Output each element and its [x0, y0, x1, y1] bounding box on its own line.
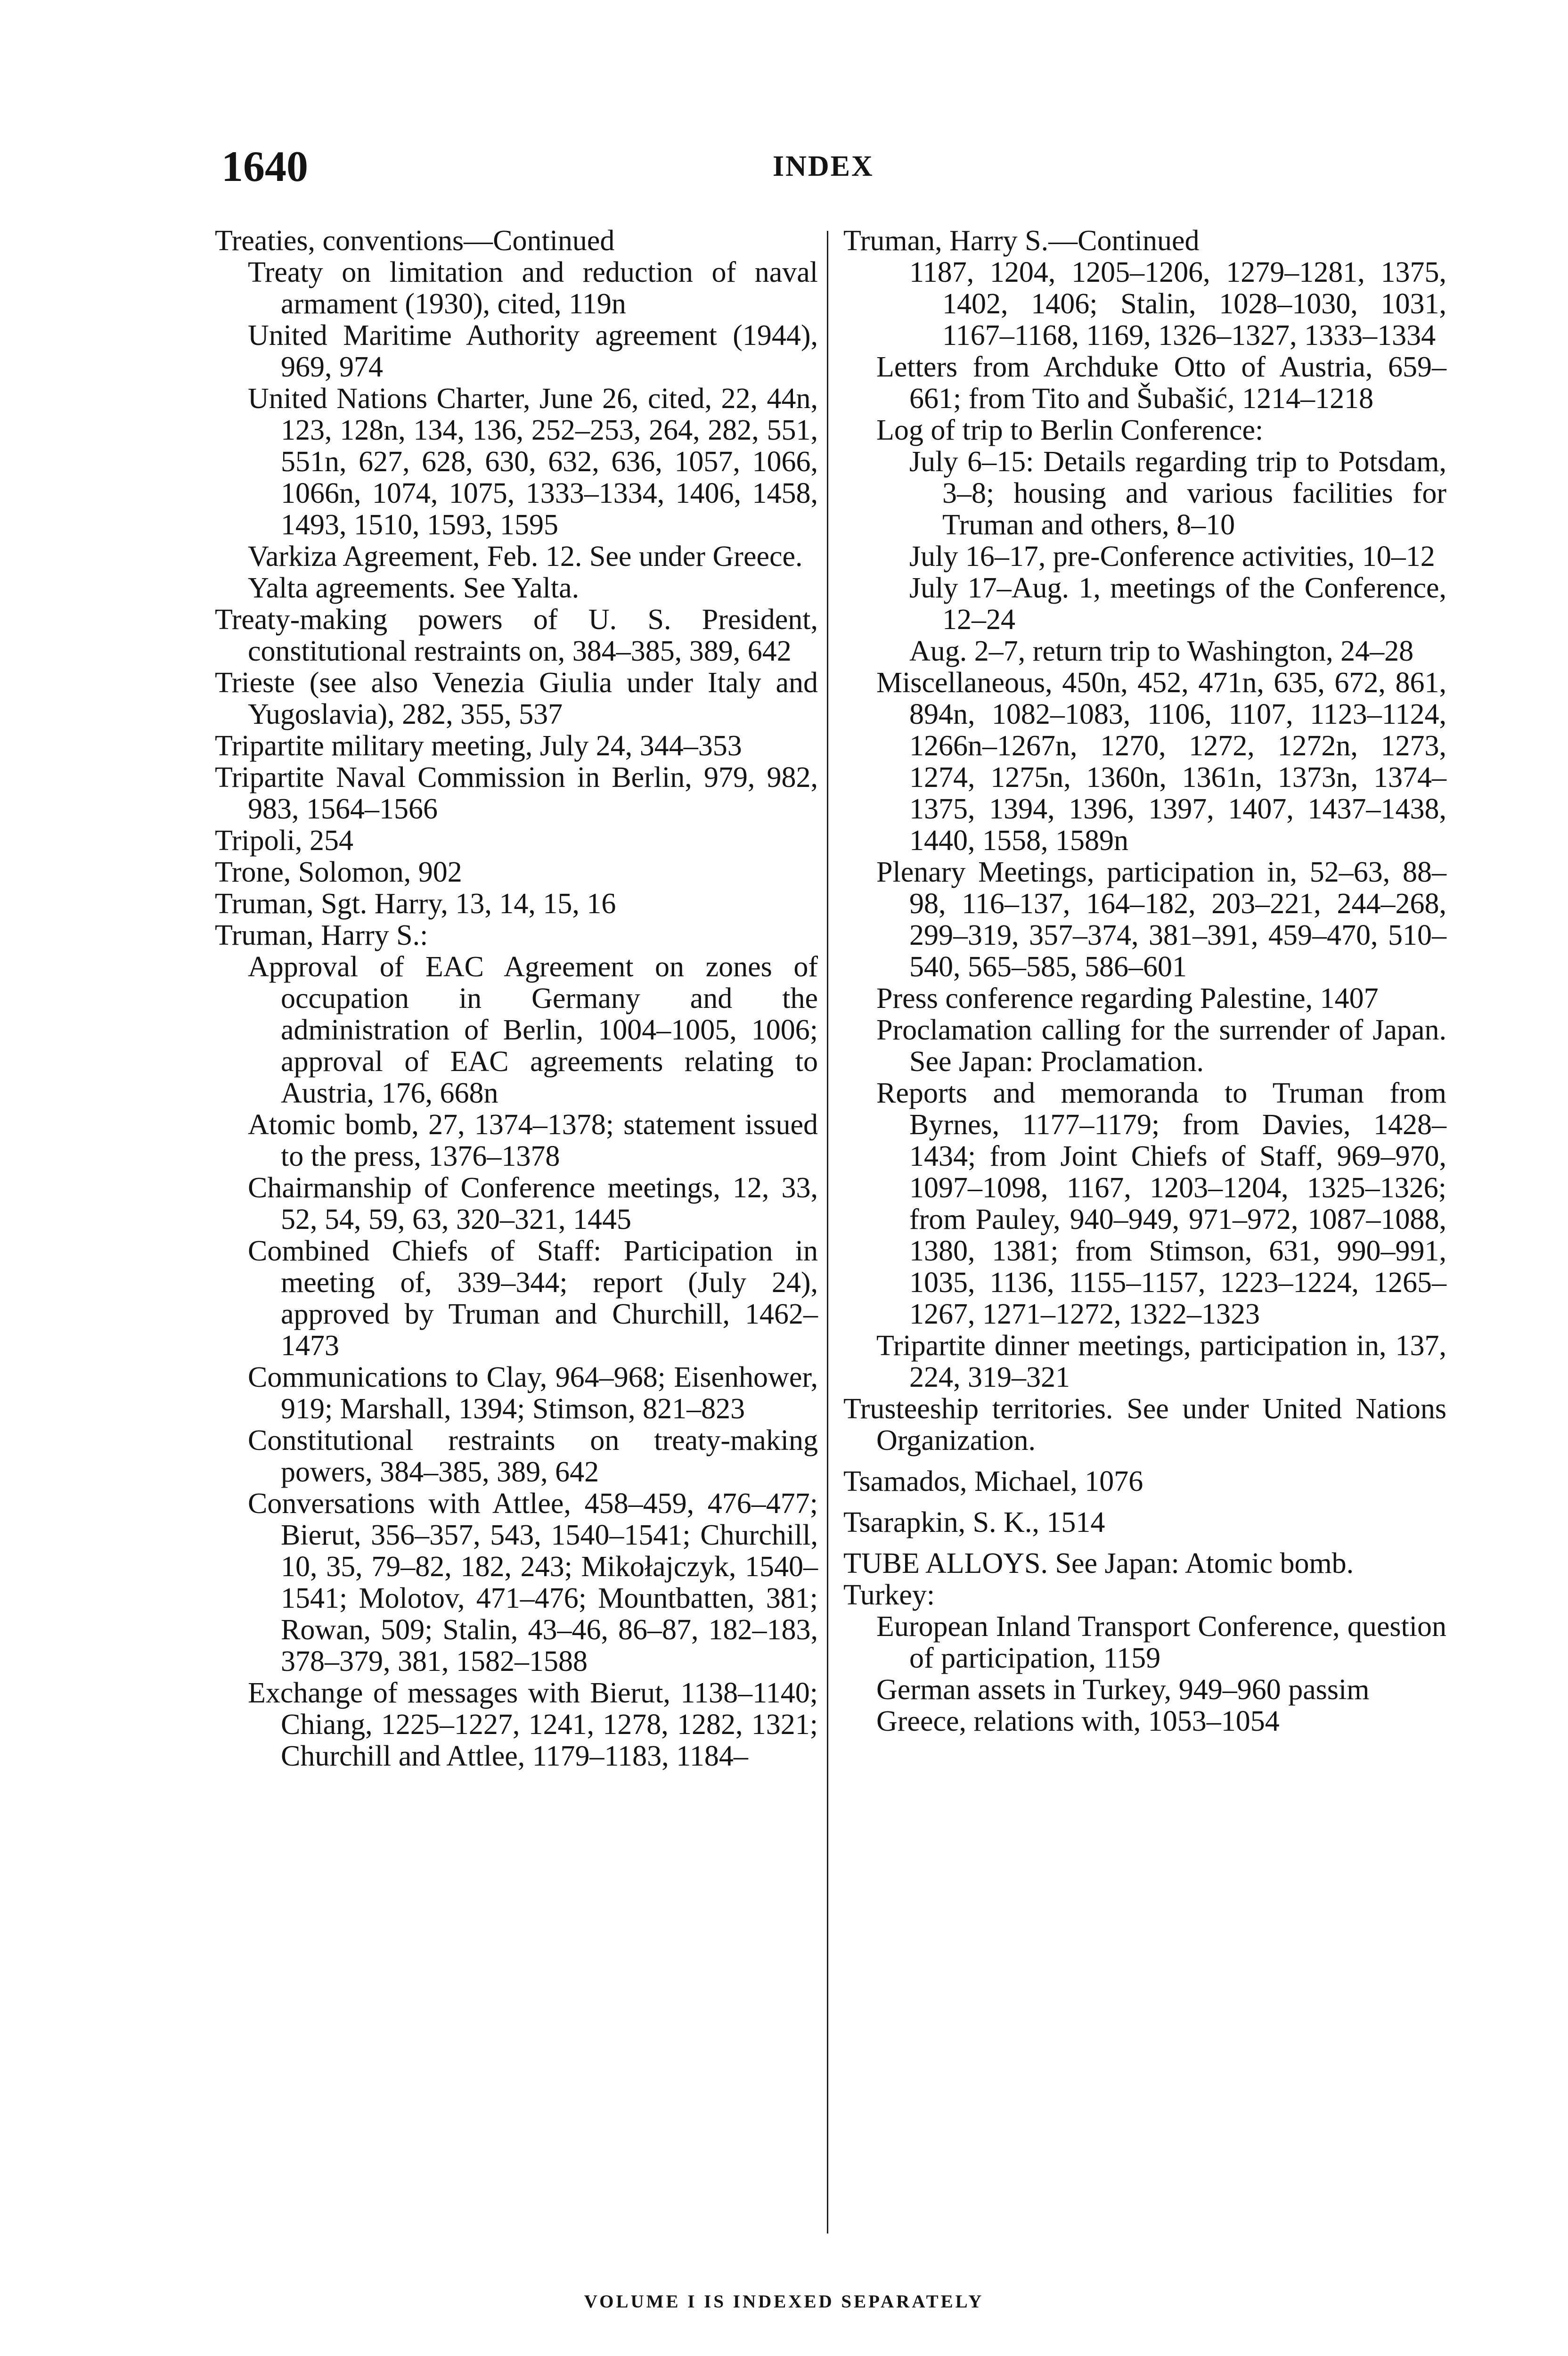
index-entry: TUBE ALLOYS. See Japan: Atomic bomb.	[843, 1547, 1354, 1579]
index-entry: Treaty on limitation and reduction of naval armament (1930), cited, 119n	[248, 256, 818, 320]
index-column-left	[215, 225, 818, 1772]
index-entry: July 17–Aug. 1, meetings of the Conference, 12–24	[909, 572, 1446, 636]
index-entry: Tripartite Naval Commission in Berlin, 979, 982, 983, 1564–1566	[215, 761, 818, 825]
index-entry: Aug. 2–7, return trip to Washington, 24–28	[909, 635, 1414, 667]
index-entry: Truman, Sgt. Harry, 13, 14, 15, 16	[215, 888, 616, 920]
index-column-right	[843, 225, 1446, 1737]
index-entry: Combined Chiefs of Staff: Participation in meeting of, 339–344; report (July 24), approved by Truman and Churchill, 1462–1473	[248, 1235, 818, 1362]
index-entry: Log of trip to Berlin Conference:	[876, 414, 1264, 446]
index-entry: Atomic bomb, 27, 1374–1378; statement issued to the press, 1376–1378	[248, 1109, 818, 1172]
index-entry: Approval of EAC Agreement on zones of occupation in Germany and the administration of Berlin, 1004–1005, 1006; approval of EAC agreements relating to Austria, 176, 668n	[248, 951, 818, 1109]
index-entry: German assets in Turkey, 949–960 passim	[876, 1674, 1370, 1706]
index-entry: July 16–17, pre-Conference activities, 10–12	[909, 540, 1435, 573]
index-entry: Trieste (see also Venezia Giulia under Italy and Yugoslavia), 282, 355, 537	[215, 667, 818, 730]
index-entry: Treaty-making powers of U. S. President, constitutional restraints on, 384–385, 389, 642	[215, 604, 818, 667]
index-entry: Trone, Solomon, 902	[215, 856, 462, 888]
index-entry: Turkey:	[843, 1579, 935, 1611]
index-entry: Miscellaneous, 450n, 452, 471n, 635, 672, 861, 894n, 1082–1083, 1106, 1107, 1123–1124, 1266n–1267n, 1270, 1272, 1272n, 1273, 1274, 1275n, 1360n, 1361n, 1373n, 1374–1375, 1394, 1396, 1397, 1407, 1437–1438, 1440, 1558, 1589n	[876, 667, 1446, 857]
index-entry: 1187, 1204, 1205–1206, 1279–1281, 1375, 1402, 1406; Stalin, 1028–1030, 1031, 1167–1168, 1169, 1326–1327, 1333–1334	[909, 256, 1446, 352]
index-entry: Tsamados, Michael, 1076	[843, 1465, 1143, 1497]
index-entry: Greece, relations with, 1053–1054	[876, 1705, 1280, 1737]
index-entry: Trusteeship territories. See under United Nations Organization.	[843, 1393, 1446, 1456]
index-entry: Tripartite military meeting, July 24, 344–353	[215, 730, 742, 762]
index-entry: July 6–15: Details regarding trip to Potsdam, 3–8; housing and various facilities for Truman and others, 8–10	[909, 446, 1446, 541]
index-entry: United Nations Charter, June 26, cited, 22, 44n, 123, 128n, 134, 136, 252–253, 264, 282, 551, 551n, 627, 628, 630, 632, 636, 1057, 1066, 1066n, 1074, 1075, 1333–1334, 1406, 1458, 1493, 1510, 1593, 1595	[248, 383, 818, 541]
index-entry: Truman, Harry S.:	[215, 919, 428, 951]
index-entry: Constitutional restraints on treaty-making powers, 384–385, 389, 642	[248, 1424, 818, 1488]
index-entry: Yalta agreements. See Yalta.	[248, 572, 580, 604]
index-entry: Communications to Clay, 964–968; Eisenhower, 919; Marshall, 1394; Stimson, 821–823	[248, 1361, 818, 1425]
index-entry: European Inland Transport Conference, question of participation, 1159	[876, 1611, 1446, 1674]
index-entry: Plenary Meetings, participation in, 52–63, 88–98, 116–137, 164–182, 203–221, 244–268, 299–319, 357–374, 381–391, 459–470, 510–540, 565–585, 586–601	[876, 856, 1446, 983]
page-footer: VOLUME I IS INDEXED SEPARATELY	[584, 2291, 984, 2312]
index-entry: United Maritime Authority agreement (1944), 969, 974	[248, 319, 818, 383]
index-entry: Truman, Harry S.—Continued	[843, 225, 1200, 257]
index-entry: Varkiza Agreement, Feb. 12. See under Greece.	[248, 540, 803, 573]
index-entry: Tripartite dinner meetings, participation in, 137, 224, 319–321	[876, 1330, 1446, 1393]
index-entry: Exchange of messages with Bierut, 1138–1140; Chiang, 1225–1227, 1241, 1278, 1282, 1321; Churchill and Attlee, 1179–1183, 1184–	[248, 1677, 818, 1772]
index-entry: Treaties, conventions—Continued	[215, 225, 615, 257]
column-divider	[827, 231, 828, 2233]
index-entry: Reports and memoranda to Truman from Byrnes, 1177–1179; from Davies, 1428–1434; from Joint Chiefs of Staff, 969–970, 1097–1098, 1167, 1203–1204, 1325–1326; from Pauley, 940–949, 971–972, 1087–1088, 1380, 1381; from Stimson, 631, 990–991, 1035, 1136, 1155–1157, 1223–1224, 1265–1267, 1271–1272, 1322–1323	[876, 1077, 1446, 1330]
index-entry: Proclamation calling for the surrender of Japan. See Japan: Proclamation.	[876, 1014, 1446, 1078]
index-entry: Press conference regarding Palestine, 1407	[876, 982, 1379, 1014]
page-number: 1640	[221, 142, 308, 190]
index-entry: Conversations with Attlee, 458–459, 476–477; Bierut, 356–357, 543, 1540–1541; Churchill, 10, 35, 79–82, 182, 243; Mikołajczyk, 1540–1541; Molotov, 471–476; Mountbatten, 381; Rowan, 509; Stalin, 43–46, 86–87, 182–183, 378–379, 381, 1582–1588	[248, 1488, 818, 1677]
index-entry: Chairmanship of Conference meetings, 12, 33, 52, 54, 59, 63, 320–321, 1445	[248, 1172, 818, 1235]
index-entry: Tripoli, 254	[215, 825, 354, 857]
index-entry: Tsarapkin, S. K., 1514	[843, 1506, 1105, 1538]
index-entry: Letters from Archduke Otto of Austria, 659–661; from Tito and Šubašić, 1214–1218	[876, 351, 1446, 415]
running-head: INDEX	[773, 150, 874, 182]
